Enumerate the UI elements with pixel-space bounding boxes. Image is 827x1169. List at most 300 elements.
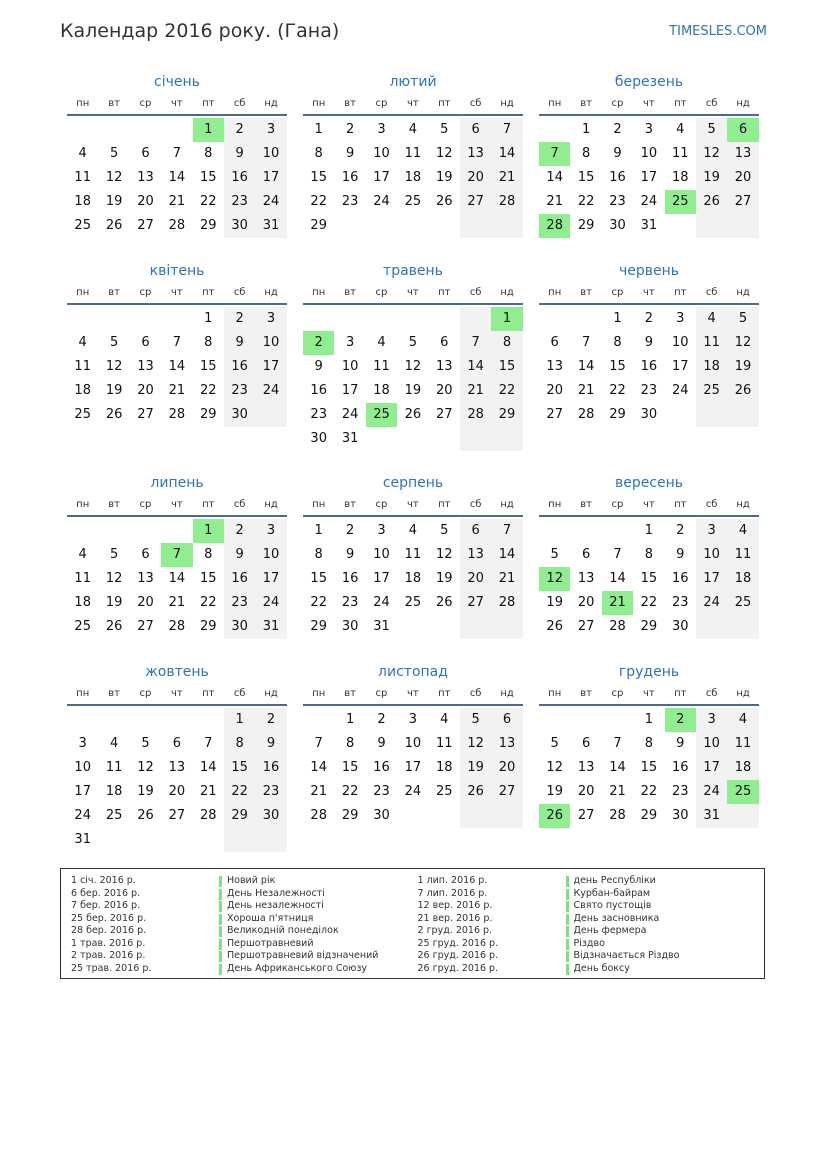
day-empty: [161, 118, 192, 142]
month-block: [303, 662, 523, 828]
day-cell: 6: [172, 736, 181, 751]
weekday-label: чт: [643, 687, 655, 699]
day-cell: 2: [224, 519, 255, 543]
week-row: [303, 567, 523, 591]
day-cell: 20: [577, 784, 595, 799]
week-row: [539, 307, 759, 331]
week-row: [303, 355, 523, 379]
month-block: [67, 261, 287, 427]
week-row: [67, 567, 287, 591]
weekday-label: вт: [580, 498, 592, 510]
day-cell: 2: [345, 523, 355, 538]
day-cell: 3: [255, 519, 286, 543]
day-cell: 26: [546, 619, 563, 634]
legend-row: [71, 950, 418, 963]
day-holiday: 25: [366, 403, 397, 427]
weekday-label: вт: [108, 286, 120, 298]
day-cell: 17: [696, 756, 727, 780]
day-cell: 16: [373, 760, 390, 775]
weekday-label: вт: [108, 498, 120, 510]
legend-row: [71, 925, 418, 938]
day-cell: 5: [460, 708, 491, 732]
weekday-header: [67, 493, 287, 515]
weekday-label: чт: [171, 687, 183, 699]
week-row: [539, 543, 759, 567]
month-name: березень: [614, 74, 684, 90]
week-row: [67, 166, 287, 190]
day-cell: 30: [671, 619, 689, 634]
day-cell: 30: [255, 804, 286, 828]
day-cell: 29: [640, 619, 658, 634]
month-block: [539, 662, 759, 828]
week-row: [303, 379, 523, 403]
week-row: [303, 591, 523, 615]
week-row: [67, 708, 287, 732]
legend-color-marker: [219, 964, 222, 975]
day-cell: 28: [609, 808, 626, 823]
day-cell: 16: [341, 571, 359, 586]
day-cell: 7: [491, 519, 522, 543]
legend-row: [418, 875, 765, 888]
day-cell: 27: [491, 780, 522, 804]
day-cell: 9: [345, 547, 355, 562]
day-cell: 3: [377, 523, 386, 538]
weekday-label: пт: [438, 286, 451, 298]
legend-color-marker: [566, 914, 569, 925]
weekday-label: пн: [76, 286, 90, 298]
day-cell: 3: [255, 307, 286, 331]
day-cell: 14: [609, 571, 626, 586]
legend-row: [71, 938, 418, 951]
day-cell: 14: [199, 760, 217, 775]
week-row: [67, 543, 287, 567]
day-cell: 16: [224, 166, 255, 190]
day-cell: 22: [199, 595, 217, 610]
day-cell: 12: [105, 170, 123, 185]
day-cell: 14: [168, 170, 186, 185]
week-row: [539, 214, 759, 238]
day-cell: 30: [640, 407, 658, 422]
day-empty: [255, 828, 286, 852]
day-empty: [727, 403, 758, 427]
day-empty: [397, 427, 428, 451]
day-cell: 10: [696, 732, 727, 756]
day-cell: 21: [199, 784, 217, 799]
day-cell: 23: [341, 595, 359, 610]
weekday-label: сб: [705, 97, 718, 109]
day-cell: 13: [491, 732, 522, 756]
day-cell: 16: [341, 170, 359, 185]
day-cell: 20: [168, 784, 186, 799]
legend-column-right: [418, 875, 765, 978]
day-cell: 7: [172, 146, 181, 161]
day-cell: 2: [644, 311, 653, 326]
weekday-header: [67, 682, 287, 704]
day-cell: 19: [105, 595, 123, 610]
day-cell: 17: [640, 170, 658, 185]
day-cell: 8: [644, 547, 653, 562]
legend-date: 2 трав. 2016 р.: [71, 950, 146, 961]
day-cell: 15: [310, 170, 327, 185]
day-cell: 10: [373, 547, 390, 562]
day-cell: 23: [640, 383, 658, 398]
week-row: [67, 355, 287, 379]
header-rule: [303, 704, 523, 706]
day-cell: 14: [577, 359, 595, 374]
weekday-label: сб: [705, 498, 718, 510]
day-cell: 26: [105, 619, 123, 634]
day-cell: 7: [613, 547, 622, 562]
weekday-label: вт: [344, 687, 356, 699]
legend-color-marker: [566, 901, 569, 912]
legend-color-marker: [219, 939, 222, 950]
day-cell: 13: [577, 760, 595, 775]
day-cell: 30: [224, 615, 255, 639]
day-cell: 7: [613, 736, 622, 751]
week-row: [67, 804, 287, 828]
day-cell: 4: [78, 146, 87, 161]
weekday-label: сб: [469, 97, 482, 109]
day-cell: 28: [491, 591, 522, 615]
weekday-label: нд: [500, 498, 514, 510]
day-cell: 28: [577, 407, 595, 422]
day-empty: [334, 307, 365, 331]
day-cell: 24: [696, 591, 727, 615]
weekday-label: нд: [736, 687, 750, 699]
day-empty: [366, 307, 397, 331]
day-cell: 26: [727, 379, 758, 403]
day-cell: 6: [550, 335, 559, 350]
week-row: [539, 708, 759, 732]
legend-row: [418, 913, 765, 926]
week-row: [303, 708, 523, 732]
weekday-label: ср: [375, 286, 388, 298]
day-cell: 19: [404, 383, 422, 398]
day-cell: 17: [696, 567, 727, 591]
day-cell: 25: [74, 619, 91, 634]
legend-color-marker: [219, 914, 222, 925]
day-cell: 18: [727, 567, 758, 591]
day-empty: [130, 828, 161, 852]
weekday-header: [303, 682, 523, 704]
weekday-label: пн: [312, 498, 326, 510]
weekday-label: сб: [233, 498, 246, 510]
day-cell: 30: [224, 403, 255, 427]
week-row: [303, 615, 523, 639]
day-empty: [727, 214, 758, 238]
header-rule: [539, 515, 759, 517]
day-cell: 11: [74, 571, 91, 586]
legend-color-marker: [219, 889, 222, 900]
weekday-label: пт: [674, 687, 687, 699]
day-cell: 15: [310, 571, 327, 586]
day-cell: 20: [137, 595, 154, 610]
legend-column-left: [71, 875, 418, 978]
month-block: [539, 261, 759, 427]
day-holiday: 12: [539, 567, 570, 591]
day-cell: 9: [224, 543, 255, 567]
day-cell: 1: [204, 311, 213, 326]
day-cell: 25: [74, 407, 91, 422]
weekday-label: вт: [344, 498, 356, 510]
day-empty: [397, 804, 428, 828]
week-row: [67, 403, 287, 427]
day-empty: [491, 615, 522, 639]
day-empty: [161, 307, 192, 331]
day-cell: 17: [74, 784, 91, 799]
day-cell: 8: [314, 146, 323, 161]
day-cell: 19: [696, 166, 727, 190]
week-row: [539, 519, 759, 543]
day-cell: 24: [640, 194, 658, 209]
day-cell: 6: [460, 519, 491, 543]
day-empty: [161, 708, 192, 732]
legend-row: [418, 938, 765, 951]
day-cell: 29: [310, 218, 327, 233]
day-cell: 5: [109, 146, 119, 161]
day-cell: 11: [671, 146, 689, 161]
day-cell: 27: [460, 190, 491, 214]
legend-date: 21 вер. 2016 р.: [417, 912, 493, 924]
day-cell: 29: [577, 218, 595, 233]
legend-date: 28 бер. 2016 р.: [71, 925, 147, 936]
legend-holiday-name: Курбан-байрам: [573, 887, 651, 899]
weekday-label: пт: [202, 286, 215, 298]
legend-row: [71, 913, 418, 926]
weekday-label: вт: [580, 687, 592, 699]
day-empty: [193, 708, 224, 732]
weekday-label: чт: [171, 498, 183, 510]
day-cell: 19: [435, 571, 453, 586]
day-empty: [429, 214, 460, 238]
weekday-label: чт: [171, 97, 183, 109]
day-cell: 19: [546, 784, 563, 799]
weekday-label: нд: [736, 97, 750, 109]
day-empty: [696, 615, 727, 639]
day-cell: 15: [577, 170, 595, 185]
weekday-label: нд: [264, 286, 278, 298]
day-cell: 8: [204, 335, 213, 350]
day-cell: 23: [255, 780, 286, 804]
day-cell: 1: [581, 122, 591, 137]
day-cell: 5: [109, 547, 119, 562]
legend-row: [418, 950, 765, 963]
day-cell: 3: [255, 118, 286, 142]
day-cell: 31: [640, 218, 658, 233]
day-cell: 13: [137, 170, 154, 185]
day-cell: 12: [105, 571, 123, 586]
day-cell: 4: [109, 736, 119, 751]
weekday-label: пн: [76, 687, 90, 699]
brand-link[interactable]: TIMESLES.COM: [669, 24, 767, 39]
day-empty: [429, 804, 460, 828]
day-cell: 13: [577, 571, 595, 586]
day-cell: 5: [550, 736, 559, 751]
day-cell: 26: [460, 780, 491, 804]
month-name: жовтень: [145, 664, 209, 680]
day-cell: 12: [137, 760, 154, 775]
day-cell: 15: [640, 760, 658, 775]
day-cell: 8: [613, 335, 622, 350]
day-empty: [193, 828, 224, 852]
weekday-label: пн: [548, 498, 562, 510]
day-cell: 5: [550, 547, 559, 562]
day-cell: 12: [105, 359, 123, 374]
day-cell: 15: [341, 760, 359, 775]
day-cell: 8: [224, 732, 255, 756]
day-cell: 27: [727, 190, 758, 214]
weekday-header: [67, 92, 287, 114]
weekday-header: [539, 493, 759, 515]
weekday-label: ср: [611, 286, 624, 298]
day-cell: 15: [491, 355, 522, 379]
weekday-label: пн: [312, 687, 326, 699]
day-cell: 23: [609, 194, 626, 209]
weekday-label: ср: [611, 687, 624, 699]
day-cell: 9: [224, 142, 255, 166]
day-cell: 7: [491, 118, 522, 142]
day-cell: 7: [172, 335, 181, 350]
weekday-label: пн: [548, 97, 562, 109]
week-row: [303, 804, 523, 828]
day-cell: 4: [408, 122, 417, 137]
day-cell: 14: [546, 170, 563, 185]
day-cell: 29: [199, 407, 217, 422]
day-holiday: 25: [665, 190, 696, 214]
day-empty: [397, 307, 428, 331]
day-cell: 22: [640, 595, 658, 610]
day-cell: 7: [581, 335, 591, 350]
day-cell: 24: [404, 784, 422, 799]
day-cell: 16: [255, 756, 286, 780]
day-cell: 26: [137, 808, 154, 823]
header-rule: [539, 114, 759, 116]
day-cell: 25: [727, 591, 758, 615]
day-cell: 27: [577, 619, 595, 634]
day-cell: 24: [74, 808, 91, 823]
week-row: [67, 591, 287, 615]
day-cell: 25: [696, 379, 727, 403]
week-row: [303, 780, 523, 804]
week-row: [67, 118, 287, 142]
day-cell: 14: [310, 760, 327, 775]
legend-holiday-name: Першотравневий відзначений: [227, 950, 379, 961]
week-row: [67, 307, 287, 331]
day-cell: 31: [255, 615, 286, 639]
day-empty: [665, 403, 696, 427]
day-cell: 9: [676, 736, 685, 751]
day-cell: 29: [640, 808, 658, 823]
day-cell: 24: [255, 379, 286, 403]
day-cell: 9: [377, 736, 386, 751]
day-empty: [460, 615, 491, 639]
day-cell: 13: [137, 571, 154, 586]
header-rule: [67, 114, 287, 116]
day-cell: 1: [644, 523, 653, 538]
day-cell: 25: [74, 218, 91, 233]
day-cell: 11: [404, 547, 422, 562]
day-cell: 3: [696, 708, 727, 732]
day-empty: [334, 214, 365, 238]
day-empty: [460, 307, 491, 331]
day-cell: 20: [460, 567, 491, 591]
weekday-label: пн: [312, 97, 326, 109]
day-cell: 14: [609, 760, 626, 775]
weekday-label: чт: [407, 687, 419, 699]
legend-holiday-name: день Республіки: [573, 875, 656, 886]
day-cell: 9: [644, 335, 653, 350]
day-empty: [491, 804, 522, 828]
day-cell: 18: [105, 784, 123, 799]
day-cell: 29: [341, 808, 359, 823]
month-name: листопад: [378, 664, 448, 680]
weekday-label: вт: [580, 286, 592, 298]
day-cell: 28: [310, 808, 327, 823]
day-cell: 31: [74, 832, 91, 847]
week-row: [67, 379, 287, 403]
day-cell: 21: [546, 194, 563, 209]
day-cell: 13: [460, 142, 491, 166]
week-row: [303, 732, 523, 756]
day-cell: 30: [373, 808, 390, 823]
day-cell: 11: [74, 170, 91, 185]
week-row: [539, 166, 759, 190]
day-cell: 18: [74, 383, 91, 398]
weekday-label: нд: [736, 498, 750, 510]
day-empty: [98, 307, 129, 331]
day-cell: 12: [696, 142, 727, 166]
weekday-label: нд: [500, 286, 514, 298]
day-cell: 31: [255, 214, 286, 238]
legend-date: 7 бер. 2016 р.: [71, 900, 141, 911]
day-cell: 3: [696, 519, 727, 543]
day-cell: 28: [199, 808, 217, 823]
legend-date: 1 трав. 2016 р.: [71, 937, 146, 949]
day-cell: 17: [373, 571, 390, 586]
day-empty: [98, 708, 129, 732]
week-row: [539, 780, 759, 804]
week-row: [539, 142, 759, 166]
day-cell: 28: [460, 403, 491, 427]
day-holiday: 21: [602, 591, 633, 615]
day-empty: [67, 118, 98, 142]
day-empty: [539, 307, 570, 331]
day-cell: 20: [460, 166, 491, 190]
day-cell: 23: [224, 591, 255, 615]
week-row: [67, 615, 287, 639]
legend-holiday-name: День фермера: [573, 925, 647, 936]
weekday-header: [539, 281, 759, 303]
legend-color-marker: [566, 876, 569, 887]
day-cell: 22: [341, 784, 359, 799]
weekday-label: ср: [375, 687, 388, 699]
day-cell: 18: [74, 194, 91, 209]
month-block: [303, 261, 523, 451]
day-cell: 27: [435, 407, 453, 422]
header-rule: [67, 515, 287, 517]
day-cell: 23: [224, 190, 255, 214]
day-cell: 10: [74, 760, 91, 775]
day-cell: 16: [224, 355, 255, 379]
day-cell: 8: [644, 736, 653, 751]
day-cell: 14: [168, 571, 186, 586]
day-cell: 22: [224, 780, 255, 804]
day-empty: [130, 118, 161, 142]
weekday-label: ср: [611, 97, 624, 109]
weekday-header: [303, 92, 523, 114]
week-row: [539, 615, 759, 639]
day-cell: 30: [310, 431, 327, 446]
